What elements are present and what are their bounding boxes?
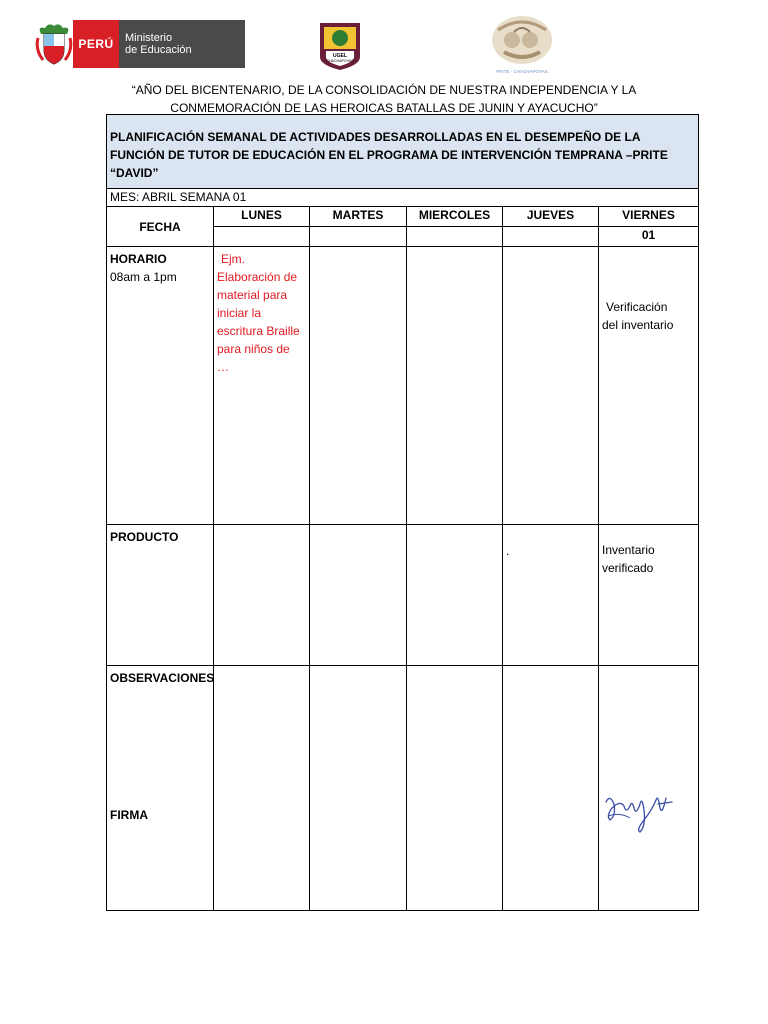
observaciones-firma-cell (107, 666, 214, 911)
fecha-label: FECHA (107, 207, 214, 247)
date-viernes: 01 (599, 227, 699, 247)
observaciones-miercoles (407, 666, 503, 911)
year-motto (104, 81, 664, 117)
day-header-viernes: VIERNES (599, 207, 699, 227)
date-jueves (503, 227, 599, 247)
observaciones-lunes (214, 666, 310, 911)
observaciones-jueves (503, 666, 599, 911)
ministry-line-1: Ministerio (125, 32, 173, 44)
ministry-label (119, 20, 245, 68)
ugel-sub-label: CHACHAPOYAS (326, 59, 354, 63)
firma-label: FIRMA (110, 808, 148, 822)
producto-miercoles (407, 525, 503, 666)
ministry-line-2: de Educación (125, 44, 192, 56)
day-header-jueves: JUEVES (503, 207, 599, 227)
producto-lunes (214, 525, 310, 666)
date-martes (310, 227, 407, 247)
signature-icon (600, 786, 680, 836)
date-lunes (214, 227, 310, 247)
month-week-label: MES: ABRIL SEMANA 01 (107, 189, 699, 207)
horario-value: 08am a 1pm (110, 270, 177, 284)
prite-logo (484, 10, 560, 76)
activity-viernes: Verificación del inventario (599, 247, 699, 525)
ugel-label: UGEL (333, 53, 347, 59)
producto-viernes: Inventario verificado (599, 525, 699, 666)
prite-label: PRITE - CHACHAPOYAS (496, 69, 548, 74)
activity-martes (310, 247, 407, 525)
minedu-logo (35, 20, 245, 68)
motto-line-1: “AÑO DEL BICENTENARIO, DE LA CONSOLIDACIÓN DE NUESTRA INDEPENDENCIA Y LA (131, 83, 637, 97)
producto-martes (310, 525, 407, 666)
day-header-martes: MARTES (310, 207, 407, 227)
horario-cell (107, 247, 214, 525)
horario-label: HORARIO (110, 252, 167, 266)
table-title: PLANIFICACIÓN SEMANAL DE ACTIVIDADES DESARROLLADAS EN EL DESEMPEÑO DE LA FUNCIÓN DE TUTOR DE EDUCACIÓN EN EL PROGRAMA DE INTERVENCIÓN TEMPRANA –PRITE “DAVID” (107, 115, 699, 189)
coat-of-arms-icon (35, 20, 73, 68)
observaciones-martes (310, 666, 407, 911)
activity-jueves (503, 247, 599, 525)
producto-jueves: . (503, 525, 599, 666)
day-header-miercoles: MIERCOLES (407, 207, 503, 227)
date-miercoles (407, 227, 503, 247)
ugel-logo (316, 21, 364, 71)
activity-miercoles (407, 247, 503, 525)
activity-lunes: Ejm. Elaboración de material para iniciar la escritura Braille para niños de … (214, 247, 310, 525)
peru-label: PERÚ (73, 20, 119, 68)
motto-line-2: CONMEMORACIÓN DE LAS HEROICAS BATALLAS DE JUNIN Y AYACUCHO” (170, 101, 598, 115)
producto-label: PRODUCTO (107, 525, 214, 666)
observaciones-label: OBSERVACIONES (110, 671, 215, 685)
day-header-lunes: LUNES (214, 207, 310, 227)
